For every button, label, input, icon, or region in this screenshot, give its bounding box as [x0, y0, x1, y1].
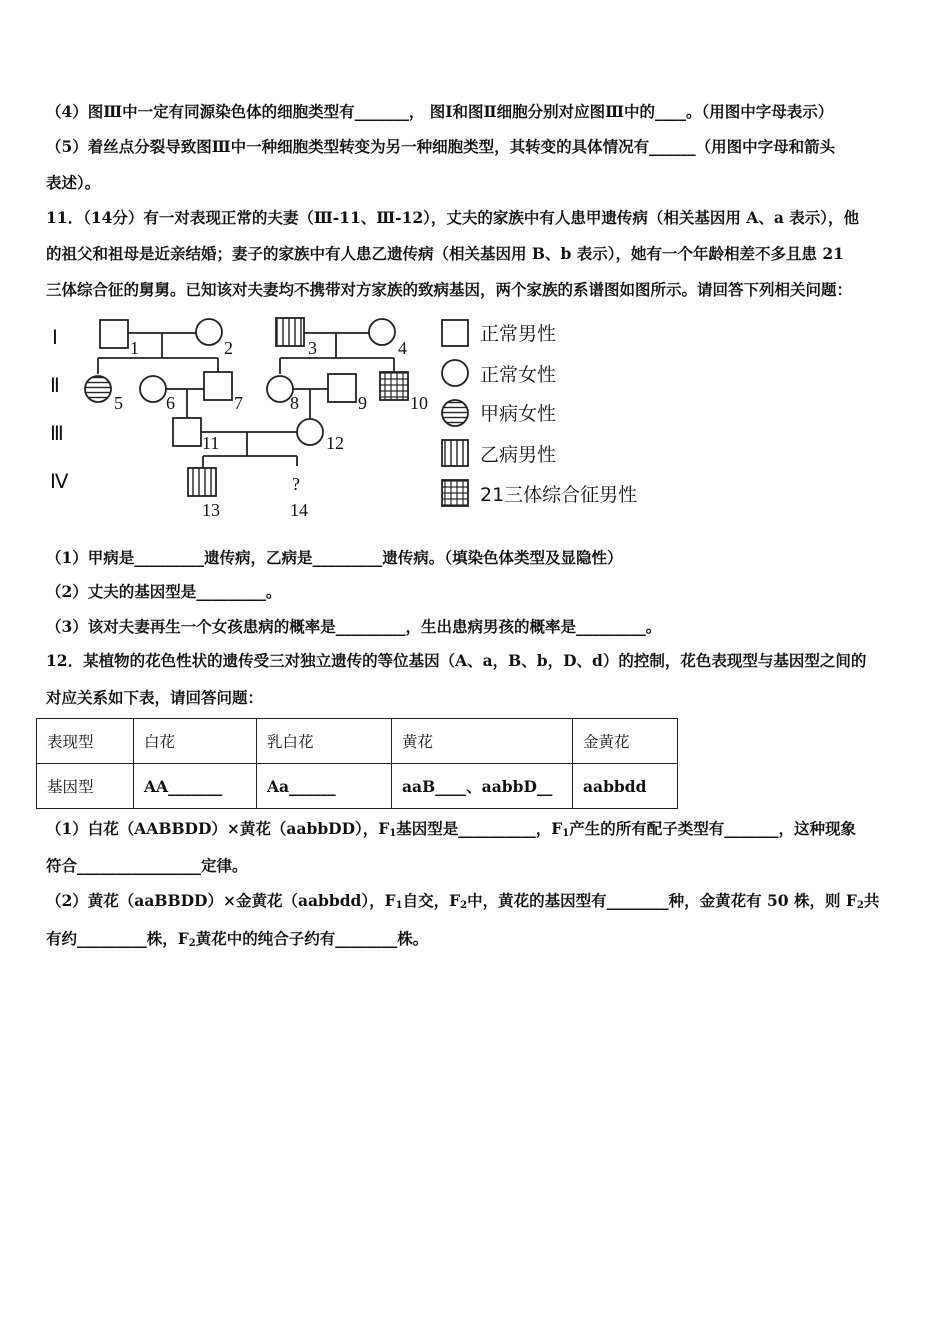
q11-intro-line2: 的祖父和祖母是近亲结婚；妻子的家族中有人患乙遗传病（相关基因用 B、b 表示），她有一个年龄相差不多且患 21: [46, 244, 844, 263]
label-8: 8: [290, 393, 299, 413]
individual-1: [100, 320, 128, 348]
legend-disease-a-female-symbol: [442, 400, 468, 426]
q10-part5-line2: 表述）。: [46, 173, 101, 192]
label-3: 3: [308, 338, 317, 358]
label-12: 12: [326, 433, 344, 453]
q10-part5-line1: （5）着丝点分裂导致图Ⅲ中一种细胞类型转变为另一种细胞类型，其转变的具体情况有______（用图中字母和箭头: [46, 137, 836, 156]
individual-3: [276, 318, 304, 346]
q12-question2-line2: 有约_________株，$F_2$黄花中的纯合子约有________株。: [46, 929, 429, 949]
q10-part4: （4）图Ⅲ中一定有同源染色体的细胞类型有_______， 图Ⅰ和图Ⅱ细胞分别对应图Ⅲ中的____。（用图中字母表示）: [46, 102, 834, 121]
table-row: [37, 719, 678, 764]
generation-label-I: Ⅰ: [52, 327, 58, 349]
q12-question1-line1: （1）白花（AABBDD）×黄花（aabbDD），$F_1$基因型是__________，$F_1$产生的所有配子类型有_______，这种现象: [46, 819, 857, 839]
legend-disease-b-male-symbol: [442, 440, 468, 466]
q12-question1-line2: 符合________________定律。: [46, 856, 248, 875]
q12-intro-line1: 12．某植物的花色性状的遗传受三对独立遗传的等位基因（A、a，B、b，D、d）的控制，花色表现型与基因型之间的: [46, 651, 867, 670]
generation-label-IV: Ⅳ: [50, 471, 69, 493]
table-row: [37, 764, 678, 809]
table-cell: 金黄花: [573, 719, 678, 764]
legend-label-trisomy21-male: 21三体综合征男性: [480, 484, 638, 506]
label-13: 13: [202, 500, 220, 520]
table-cell: aabbdd: [573, 764, 678, 809]
q11-question3: （3）该对夫妻再生一个女孩患病的概率是_________，生出患病男孩的概率是_________。: [46, 617, 662, 636]
q12-intro-line2: 对应关系如下表，请回答问题：: [46, 688, 264, 707]
q11-question2: （2）丈夫的基因型是_________。: [46, 582, 282, 601]
table-cell: 乳白花: [257, 719, 392, 764]
legend-trisomy21-male-symbol: [442, 480, 468, 506]
legend-label-disease-a-female: 甲病女性: [480, 403, 557, 425]
label-9: 9: [358, 393, 367, 413]
label-5: 5: [114, 393, 123, 413]
table-cell: 基因型: [37, 764, 134, 809]
individual-4: [369, 319, 395, 345]
legend-normal-female-symbol: [442, 360, 468, 386]
individual-9: [328, 374, 356, 402]
label-7: 7: [234, 393, 243, 413]
table-cell: 表现型: [37, 719, 134, 764]
table-cell: aaB____、aabbD__: [392, 764, 573, 809]
legend-normal-male-symbol: [442, 320, 468, 346]
label-1: 1: [130, 338, 139, 358]
individual-6: [140, 376, 166, 402]
label-6: 6: [166, 393, 175, 413]
individual-11: [173, 418, 201, 446]
legend-label-disease-b-male: 乙病男性: [480, 444, 557, 466]
individual-13: [188, 468, 216, 496]
label-10: 10: [410, 393, 428, 413]
q11-intro-line1: 11．（14分）有一对表现正常的夫妻（Ⅲ-11、Ⅲ-12），丈夫的家族中有人患甲遗传病（相关基因用 A、a 表示），他: [46, 208, 860, 227]
individual-2: [196, 319, 222, 345]
label-11: 11: [202, 433, 220, 453]
label-14: 14: [290, 500, 308, 520]
q12-question2-line1: （2）黄花（aaBBDD）×金黄花（aabbdd），$F_1$自交，$F_2$中，黄花的基因型有________种，金黄花有 50 株，则 $F_2$共: [46, 891, 880, 911]
table-cell: AA_______: [134, 764, 257, 809]
individual-5: [85, 376, 111, 402]
individual-10: [380, 372, 408, 400]
q11-question1: （1）甲病是_________遗传病，乙病是_________遗传病。（填染色体类型及显隐性）: [46, 548, 623, 567]
table-cell: 白花: [134, 719, 257, 764]
q11-intro-line3: 三体综合征的舅舅。已知该对夫妻均不携带对方家族的致病基因，两个家族的系谱图如图所示。请回答下列相关问题：: [46, 280, 853, 299]
individual-12: [297, 419, 323, 445]
generation-label-II: Ⅱ: [50, 375, 60, 397]
table-cell: 黄花: [392, 719, 573, 764]
individual-7: [204, 372, 232, 400]
label-4: 4: [398, 338, 407, 358]
label-2: 2: [224, 338, 233, 358]
table-cell: Aa______: [257, 764, 392, 809]
unknown-mark: ?: [292, 474, 300, 494]
pedigree-chart: [40, 310, 660, 525]
generation-label-III: Ⅲ: [50, 423, 64, 445]
genotype-table: [36, 718, 678, 809]
legend-label-normal-male: 正常男性: [480, 323, 557, 345]
legend-label-normal-female: 正常女性: [480, 364, 557, 386]
